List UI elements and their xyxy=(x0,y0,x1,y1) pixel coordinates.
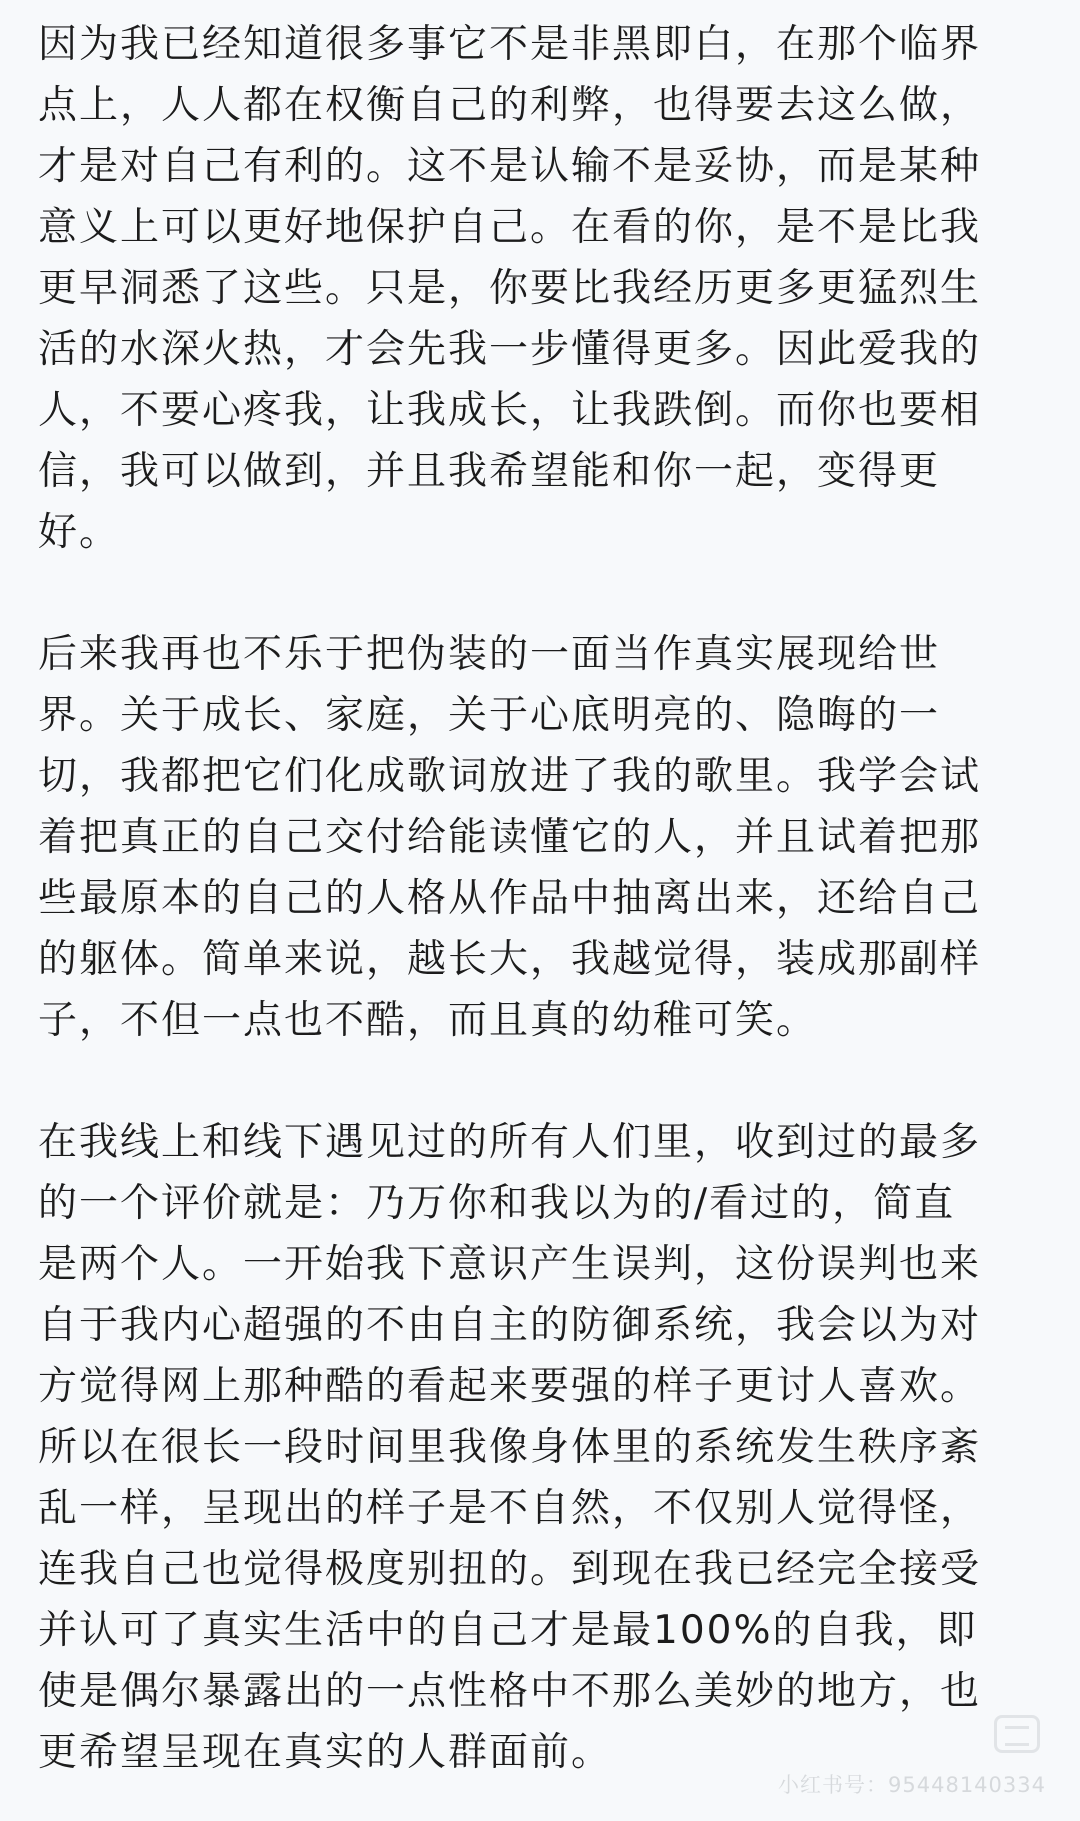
text-line: 更早洞悉了这些。只是，你要比我经历更多更猛烈生 xyxy=(38,266,982,311)
text-line: 切，我都把它们化成歌词放进了我的歌里。我学会试 xyxy=(38,754,982,799)
text-line: 点上，人人都在权衡自己的利弊，也得要去这么做， xyxy=(38,83,982,128)
text-line: 乱一样，呈现出的样子是不自然，不仅别人觉得怪， xyxy=(38,1486,982,1531)
text-line: 些最原本的自己的人格从作品中抽离出来，还给自己 xyxy=(38,876,982,921)
text-line: 意义上可以更好地保护自己。在看的你，是不是比我 xyxy=(38,205,982,250)
text-line: 并认可了真实生活中的自己才是最100%的自我，即 xyxy=(38,1608,978,1653)
paragraph-2 xyxy=(38,624,1038,1051)
text-line: 好。 xyxy=(38,510,121,555)
paragraph-spacer xyxy=(38,1051,1038,1112)
paragraph-spacer xyxy=(38,563,1038,624)
text-line: 后来我再也不乐于把伪装的一面当作真实展现给世 xyxy=(38,632,941,677)
text-line: 方觉得网上那种酷的看起来要强的样子更讨人喜欢。 xyxy=(38,1364,982,1409)
text-line: 界。关于成长、家庭，关于心底明亮的、隐晦的一 xyxy=(38,693,941,738)
text-line: 信，我可以做到，并且我希望能和你一起，变得更 xyxy=(38,449,941,494)
text-line: 连我自己也觉得极度别扭的。到现在我已经完全接受 xyxy=(38,1547,982,1592)
text-line: 活的水深火热，才会先我一步懂得更多。因此爱我的 xyxy=(38,327,982,372)
text-line: 才是对自己有利的。这不是认输不是妥协，而是某种 xyxy=(38,144,982,189)
text-line: 因为我已经知道很多事它不是非黑即白，在那个临界 xyxy=(38,22,982,67)
text-line: 更希望呈现在真实的人群面前。 xyxy=(38,1730,613,1775)
text-line: 所以在很长一段时间里我像身体里的系统发生秩序紊 xyxy=(38,1425,982,1470)
text-line: 的一个评价就是：乃万你和我以为的/看过的，简直 xyxy=(38,1181,956,1226)
text-line: 是两个人。一开始我下意识产生误判，这份误判也来 xyxy=(38,1242,982,1287)
text-line: 在我线上和线下遇见过的所有人们里，收到过的最多 xyxy=(38,1120,982,1165)
watermark-text: 小红书号：95448140334 xyxy=(778,1773,1046,1797)
text-line: 人，不要心疼我，让我成长，让我跌倒。而你也要相 xyxy=(38,388,982,433)
text-line: 自于我内心超强的不由自主的防御系统，我会以为对 xyxy=(38,1303,982,1348)
text-line: 子，不但一点也不酷，而且真的幼稚可笑。 xyxy=(38,998,818,1043)
xiaohongshu-logo-icon xyxy=(994,1715,1040,1753)
text-line: 使是偶尔暴露出的一点性格中不那么美妙的地方，也 xyxy=(38,1669,982,1714)
paragraph-1 xyxy=(38,14,1038,563)
text-line: 的躯体。简单来说，越长大，我越觉得，装成那副样 xyxy=(38,937,982,982)
text-line: 着把真正的自己交付给能读懂它的人，并且试着把那 xyxy=(38,815,982,860)
article-body xyxy=(38,14,1038,1783)
paragraph-3 xyxy=(38,1112,1038,1783)
